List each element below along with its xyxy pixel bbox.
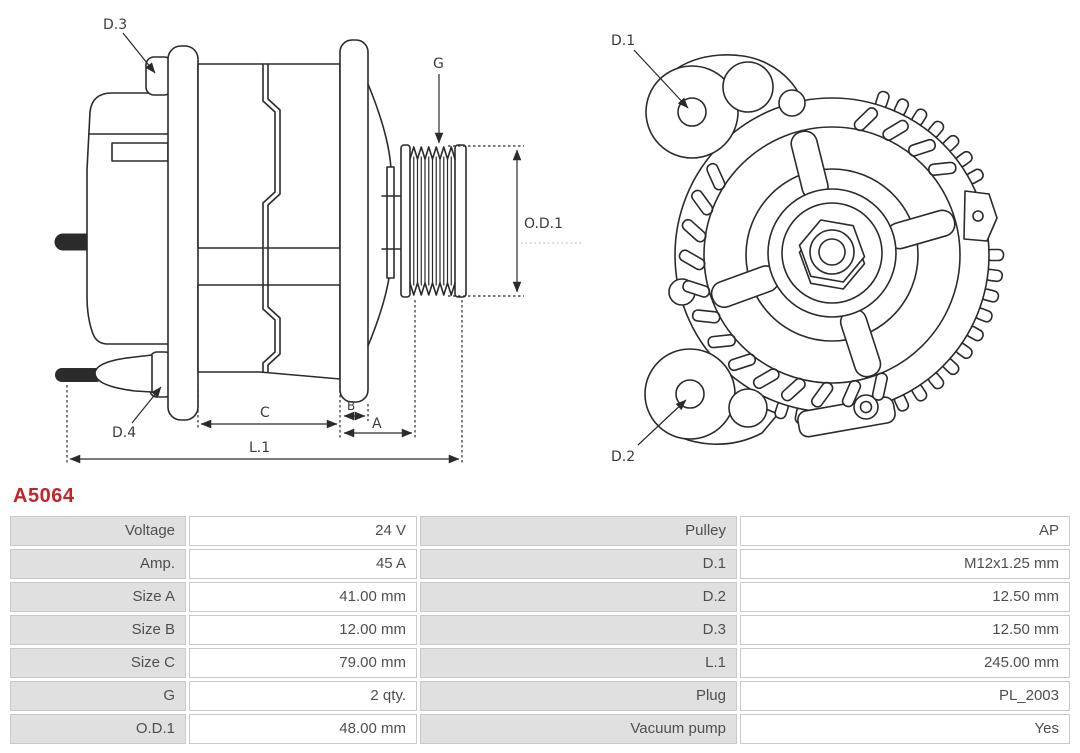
top-lug-hole bbox=[723, 62, 773, 112]
spec-label: Size A bbox=[10, 582, 186, 612]
rear-lug bbox=[95, 355, 152, 392]
front-view-drawing bbox=[645, 55, 1004, 444]
spec-label: Voltage bbox=[10, 516, 186, 546]
label-l1: L.1 bbox=[249, 440, 271, 456]
spec-label: Vacuum pump bbox=[420, 714, 737, 744]
spec-value: 12.00 mm bbox=[189, 615, 417, 645]
spec-value: 41.00 mm bbox=[189, 582, 417, 612]
label-a: A bbox=[372, 416, 382, 432]
rear-housing bbox=[87, 93, 170, 344]
spec-label: L.1 bbox=[420, 648, 737, 678]
spec-value: 12.50 mm bbox=[740, 615, 1070, 645]
spec-label: Pulley bbox=[420, 516, 737, 546]
spec-value: 2 qty. bbox=[189, 681, 417, 711]
spec-table bbox=[0, 516, 1080, 744]
right-tab bbox=[964, 191, 997, 241]
spec-label: G bbox=[10, 681, 186, 711]
label-od1: O.D.1 bbox=[524, 216, 564, 232]
spec-value: 48.00 mm bbox=[189, 714, 417, 744]
label-d4: D.4 bbox=[112, 425, 137, 441]
spec-value: 79.00 mm bbox=[189, 648, 417, 678]
label-d2: D.2 bbox=[611, 449, 636, 465]
spec-value: 12.50 mm bbox=[740, 582, 1070, 612]
spec-label: D.3 bbox=[420, 615, 737, 645]
side-view-drawing bbox=[62, 40, 466, 420]
spec-label: D.2 bbox=[420, 582, 737, 612]
spec-value: 45 A bbox=[189, 549, 417, 579]
spec-value: 245.00 mm bbox=[740, 648, 1070, 678]
spec-value: M12x1.25 mm bbox=[740, 549, 1070, 579]
label-g: G bbox=[433, 56, 444, 72]
spec-value: PL_2003 bbox=[740, 681, 1070, 711]
pulley bbox=[401, 145, 466, 297]
shaft-spacer bbox=[387, 167, 394, 278]
label-b: B bbox=[347, 399, 356, 413]
spec-label: Amp. bbox=[10, 549, 186, 579]
part-number: A5064 bbox=[13, 485, 75, 507]
spec-label: D.1 bbox=[420, 549, 737, 579]
spec-value: AP bbox=[740, 516, 1070, 546]
spec-label: O.D.1 bbox=[10, 714, 186, 744]
label-d1: D.1 bbox=[611, 33, 636, 49]
spec-value: 24 V bbox=[189, 516, 417, 546]
d2-hole bbox=[676, 380, 704, 408]
spec-label: Size C bbox=[10, 648, 186, 678]
mounting-flange bbox=[168, 46, 198, 420]
label-c: C bbox=[260, 405, 270, 421]
spec-label: Size B bbox=[10, 615, 186, 645]
stator-body bbox=[198, 64, 340, 248]
front-bracket bbox=[340, 40, 368, 402]
spec-value: Yes bbox=[740, 714, 1070, 744]
label-d3: D.3 bbox=[103, 17, 128, 33]
callout-d3 bbox=[123, 33, 155, 73]
spec-label: Plug bbox=[420, 681, 737, 711]
